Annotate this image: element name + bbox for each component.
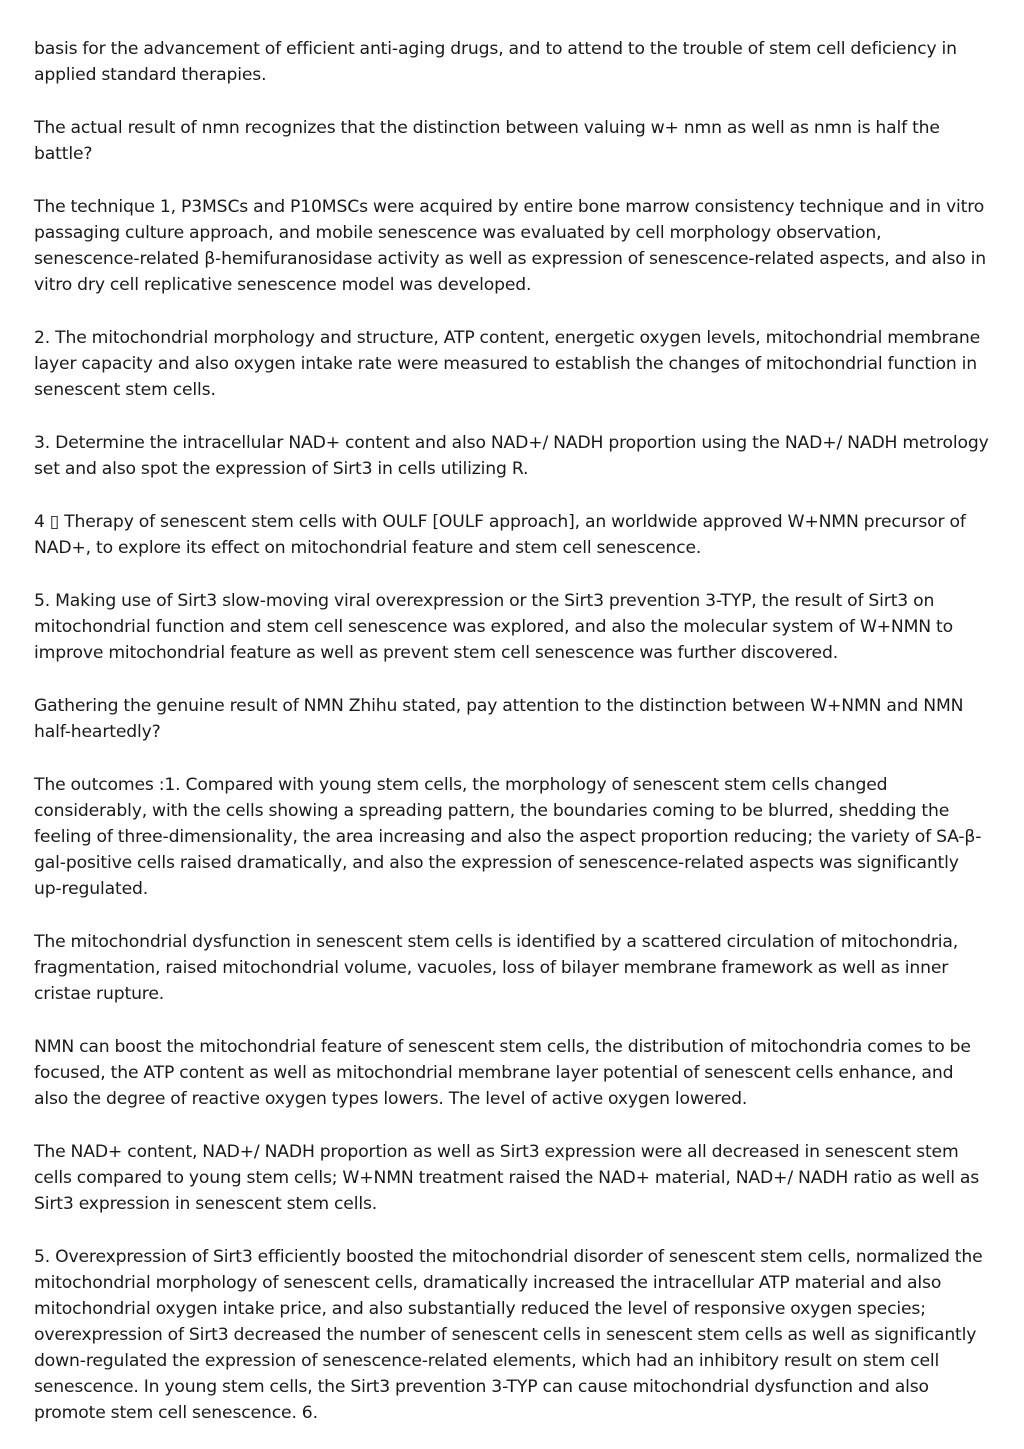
- paragraph-technique-1: The technique 1, P3MSCs and P10MSCs were acquired by entire bone marrow consistency technique and in vitro passaging culture approach, and mobile senescence was evaluated by cell morphology observation, senescence-related β-hemifuranosidase activity as well as expression of senescence-related aspects, and also in vitro dry cell replicative senescence model was developed.: [34, 197, 987, 295]
- paragraph-mitochondrial-dysfunction: The mitochondrial dysfunction in senescent stem cells is identified by a scattered circulation of mitochondria, fragmentation, raised mitochondrial volume, vacuoles, loss of bilayer membrane framework as well as inner cristae rupture.: [34, 932, 959, 1004]
- paragraph-nad-content: The NAD+ content, NAD+/ NADH proportion as well as Sirt3 expression were all decreased in senescent stem cells compared to young stem cells; W+NMN treatment raised the NAD+ material, NAD+/ NADH ratio as well as Sirt3 expression in senescent stem cells.: [34, 1142, 980, 1214]
- paragraph-zhihu-question: Gathering the genuine result of NMN Zhihu stated, pay attention to the distinction between W+NMN and NMN half-heartedly?: [34, 696, 964, 742]
- paragraph-technique-2: 2. The mitochondrial morphology and structure, ATP content, energetic oxygen levels, mitochondrial membrane layer capacity and also oxygen intake rate were measured to establish the changes of mitochondrial function in senescent stem cells.: [34, 328, 981, 400]
- paragraph-outcome-1: The outcomes :1. Compared with young stem cells, the morphology of senescent stem cells changed considerably, with the cells showing a spreading pattern, the boundaries coming to be blurred, shedding the feeling of three-dimensionality, the area increasing and also the aspect proportion reducing; the variety of SA-β-gal-positive cells raised dramatically, and also the expression of senescence-related aspects was significantly up-regulated.: [34, 775, 982, 899]
- paragraph-nmn-question: The actual result of nmn recognizes that the distinction between valuing w+ nmn as well as nmn is half the battle?: [34, 118, 940, 164]
- paragraph-outcome-5: 5. Overexpression of Sirt3 efficiently boosted the mitochondrial disorder of senescent stem cells, normalized the mitochondrial morphology of senescent cells, dramatically increased the intracellular ATP material and also mitochondrial oxygen intake price, and also substantially reduced the level of responsive oxygen species; overexpression of Sirt3 decreased the number of senescent cells in senescent stem cells as well as significantly down-regulated the expression of senescence-related elements, which had an inhibitory result on stem cell senescence. In young stem cells, the Sirt3 prevention 3-TYP can cause mitochondrial dysfunction and also promote stem cell senescence. 6.: [34, 1247, 983, 1423]
- paragraph-nmn-boost: NMN can boost the mitochondrial feature of senescent stem cells, the distribution of mitochondria comes to be focused, the ATP content as well as mitochondrial membrane layer potential of senescent cells enhance, and also the degree of reactive oxygen types lowers. The level of active oxygen lowered.: [34, 1037, 971, 1109]
- paragraph-technique-5: 5. Making use of Sirt3 slow-moving viral overexpression or the Sirt3 prevention 3-TYP, the result of Sirt3 on mitochondrial function and stem cell senescence was explored, and also the molecular system of W+NMN to improve mitochondrial feature as well as prevent stem cell senescence was further discovered.: [34, 591, 953, 663]
- paragraph-technique-3: 3. Determine the intracellular NAD+ content and also NAD+/ NADH proportion using the NAD+/ NADH metrology set and also spot the expression of Sirt3 in cells utilizing R.: [34, 433, 989, 479]
- paragraph-technique-4: 4 ▯ Therapy of senescent stem cells with OULF [OULF approach], an worldwide approved W+NMN precursor of NAD+, to explore its effect on mitochondrial feature and stem cell senescence.: [34, 512, 966, 558]
- paragraph-intro-continuation: basis for the advancement of efficient anti-aging drugs, and to attend to the trouble of stem cell deficiency in applied standard therapies.: [34, 39, 957, 85]
